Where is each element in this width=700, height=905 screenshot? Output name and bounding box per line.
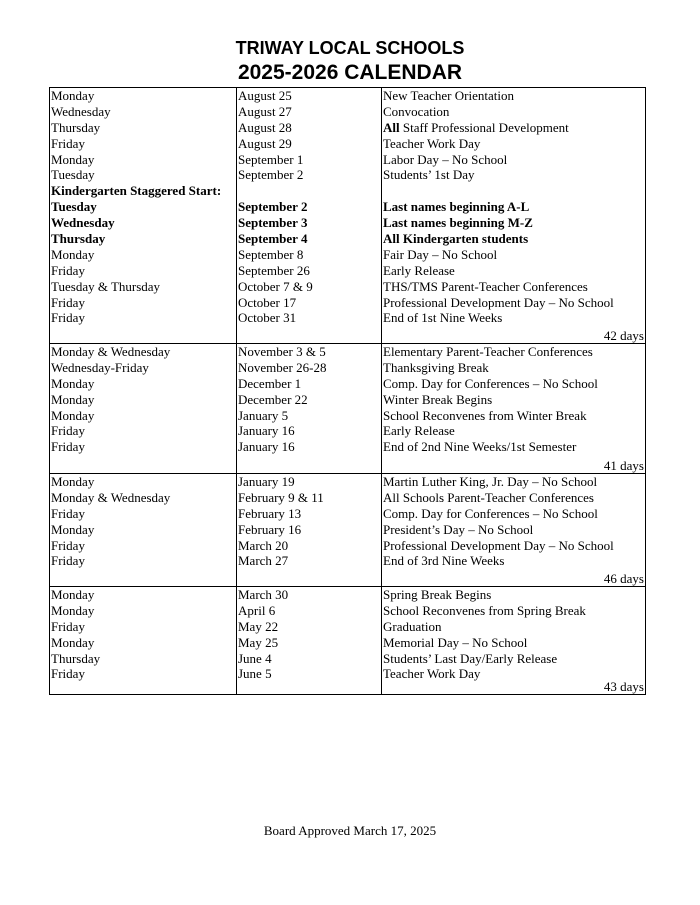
calendar-title: 2025-2026 CALENDAR	[237, 61, 463, 84]
table-row	[50, 136, 645, 152]
event-cell: Teacher Work Day	[383, 135, 481, 151]
date-cell: February 9 & 11	[238, 489, 324, 505]
date-cell: September 2	[238, 167, 304, 183]
table-row	[50, 279, 645, 295]
days-count: 41 days	[603, 458, 644, 473]
date-cell: January 5	[238, 407, 289, 423]
day-cell: Monday	[51, 474, 95, 489]
event-cell: Last names beginning M-Z	[383, 215, 533, 231]
table-row	[50, 104, 645, 120]
table-row	[50, 635, 645, 651]
date-cell: February 16	[238, 521, 302, 537]
day-cell: Tuesday	[51, 199, 97, 215]
day-cell: Monday	[51, 602, 95, 618]
quarter-3-block	[50, 473, 645, 586]
event-cell: Teacher Work Day	[383, 666, 481, 682]
day-cell: Monday	[51, 587, 95, 602]
day-cell: Tuesday & Thursday	[51, 278, 161, 294]
event-cell: Students’ 1st Day	[383, 167, 475, 183]
date-cell: December 22	[238, 391, 308, 407]
event-emphasis: All	[383, 119, 400, 135]
date-cell: September 3	[238, 215, 308, 231]
date-cell: December 1	[238, 375, 302, 391]
date-cell: April 6	[238, 602, 276, 618]
day-cell: Friday	[51, 537, 85, 553]
event-cell: Labor Day – No School	[383, 151, 508, 167]
day-cell: Monday	[51, 521, 95, 537]
date-cell: January 19	[238, 474, 295, 489]
table-row	[50, 167, 645, 183]
date-cell: February 13	[238, 505, 302, 521]
table-row	[50, 88, 645, 104]
table-row	[50, 408, 645, 424]
event-cell: School Reconvenes from Spring Break	[383, 602, 586, 618]
event-cell: School Reconvenes from Winter Break	[383, 407, 587, 423]
table-row	[50, 295, 645, 311]
date-cell: June 4	[238, 650, 272, 666]
table-row	[50, 263, 645, 279]
day-cell: Friday	[51, 135, 85, 151]
board-approval: Board Approved March 17, 2025	[263, 823, 437, 838]
date-cell: March 30	[238, 587, 289, 602]
day-cell: Monday	[51, 375, 95, 391]
event-cell: Fair Day – No School	[383, 246, 498, 262]
table-row	[50, 310, 645, 326]
date-cell: September 8	[238, 246, 304, 262]
table-row	[50, 376, 645, 392]
date-cell: September 4	[238, 231, 308, 247]
event-cell: Winter Break Begins	[383, 391, 493, 407]
day-cell: Friday	[51, 439, 85, 455]
date-cell: August 29	[238, 135, 292, 151]
table-row	[50, 392, 645, 408]
quarter-1-block	[50, 88, 645, 343]
kindergarten-heading: Kindergarten Staggered Start:	[51, 183, 222, 199]
date-cell: September 2	[238, 199, 308, 215]
day-cell: Friday	[51, 294, 85, 310]
event-cell: Comp. Day for Conferences – No School	[383, 505, 598, 521]
date-cell: March 27	[238, 553, 289, 569]
date-cell: August 28	[238, 119, 292, 135]
table-row	[50, 215, 645, 231]
event-cell: New Teacher Orientation	[383, 88, 514, 103]
table-row	[50, 490, 645, 506]
event-cell: Elementary Parent-Teacher Conferences	[383, 344, 593, 359]
date-cell: October 31	[238, 310, 297, 326]
table-row	[50, 619, 645, 635]
date-cell: August 25	[238, 88, 292, 103]
table-row-subheading	[50, 183, 645, 199]
event-cell: Last names beginning A-L	[383, 199, 530, 215]
day-cell: Monday	[51, 391, 95, 407]
event-cell: End of 3rd Nine Weeks	[383, 553, 505, 569]
day-cell: Friday	[51, 666, 85, 682]
date-cell: August 27	[238, 103, 292, 119]
table-row	[50, 553, 645, 569]
date-cell: May 25	[238, 634, 279, 650]
days-count: 43 days	[603, 679, 644, 694]
day-cell: Monday	[51, 151, 95, 167]
day-cell: Thursday	[51, 231, 106, 247]
table-row	[50, 423, 645, 439]
event-cell: Early Release	[383, 262, 455, 278]
date-cell: March 20	[238, 537, 289, 553]
table-row	[50, 199, 645, 215]
date-cell: September 1	[238, 151, 304, 167]
table-row	[50, 344, 645, 360]
event-cell: Professional Development Day – No School	[383, 294, 614, 310]
day-cell: Tuesday	[51, 167, 95, 183]
event-cell: President’s Day – No School	[383, 521, 534, 537]
day-cell: Friday	[51, 262, 85, 278]
day-cell: Monday & Wednesday	[51, 489, 171, 505]
table-row	[50, 360, 645, 376]
event-text: Staff Professional Development	[399, 119, 569, 135]
event-cell: Graduation	[383, 618, 442, 634]
day-cell: Wednesday	[51, 103, 111, 119]
event-cell: THS/TMS Parent-Teacher Conferences	[383, 278, 588, 294]
date-cell: October 17	[238, 294, 297, 310]
day-cell: Friday	[51, 553, 85, 569]
event-cell: Early Release	[383, 423, 455, 439]
table-row	[50, 538, 645, 554]
day-cell: Friday	[51, 505, 85, 521]
table-row	[50, 247, 645, 263]
table-row	[50, 666, 645, 682]
quarter-2-block	[50, 343, 645, 473]
table-row	[50, 231, 645, 247]
quarter-4-block	[50, 586, 645, 694]
table-row	[50, 603, 645, 619]
days-count: 46 days	[603, 571, 644, 586]
table-row	[50, 522, 645, 538]
event-cell: All Kindergarten students	[383, 231, 529, 247]
day-cell: Thursday	[51, 650, 101, 666]
day-cell: Wednesday-Friday	[51, 359, 149, 375]
days-count: 42 days	[603, 328, 644, 343]
day-cell: Monday	[51, 634, 95, 650]
date-cell: November 3 & 5	[238, 344, 326, 359]
event-cell: Professional Development Day – No School	[383, 537, 614, 553]
date-cell: November 26-28	[238, 359, 327, 375]
table-row	[50, 152, 645, 168]
district-name: TRIWAY LOCAL SCHOOLS	[235, 38, 465, 58]
event-cell: End of 2nd Nine Weeks/1st Semester	[383, 439, 577, 455]
day-cell: Friday	[51, 618, 85, 634]
day-cell: Wednesday	[51, 215, 115, 231]
event-cell: Memorial Day – No School	[383, 634, 528, 650]
date-cell: January 16	[238, 423, 295, 439]
day-cell: Monday	[51, 407, 95, 423]
table-row	[50, 120, 645, 136]
table-row	[50, 651, 645, 667]
day-cell: Thursday	[51, 119, 101, 135]
table-row	[50, 439, 645, 455]
day-cell: Monday	[51, 88, 95, 103]
day-cell: Monday & Wednesday	[51, 344, 171, 359]
date-cell: September 26	[238, 262, 310, 278]
event-cell: End of 1st Nine Weeks	[383, 310, 503, 326]
event-cell: Students’ Last Day/Early Release	[383, 650, 558, 666]
date-cell: January 16	[238, 439, 295, 455]
event-cell: Spring Break Begins	[383, 587, 492, 602]
event-cell: Convocation	[383, 103, 450, 119]
event-cell: All Schools Parent-Teacher Conferences	[383, 489, 594, 505]
day-cell: Friday	[51, 423, 85, 439]
date-cell: June 5	[238, 666, 272, 682]
day-cell: Monday	[51, 246, 95, 262]
calendar-table	[49, 87, 646, 695]
event-cell: Thanksgiving Break	[383, 359, 489, 375]
event-cell: Martin Luther King, Jr. Day – No School	[383, 474, 598, 489]
date-cell: May 22	[238, 618, 279, 634]
table-row	[50, 474, 645, 490]
event-cell: Comp. Day for Conferences – No School	[383, 375, 598, 391]
table-row	[50, 506, 645, 522]
day-cell: Friday	[51, 310, 85, 326]
date-cell: October 7 & 9	[238, 278, 313, 294]
table-row	[50, 587, 645, 603]
event-cell	[383, 120, 645, 136]
